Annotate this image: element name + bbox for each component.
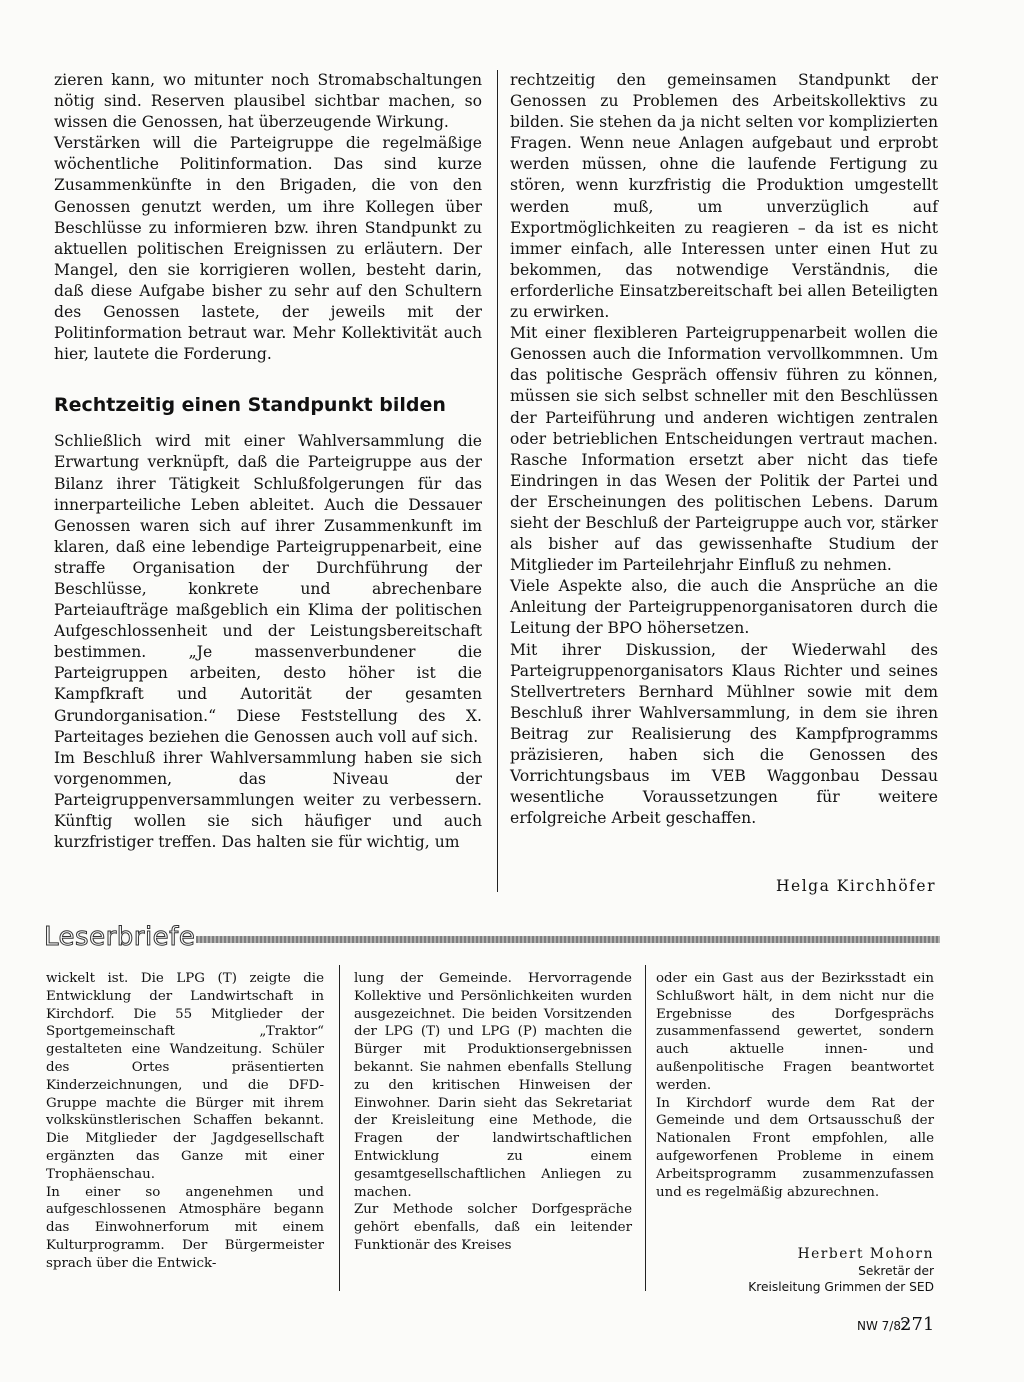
letter-paragraph: lung der Gemeinde. Hervorragende Kollektive und Persönlichkeiten wurden ausgezeichnet. Die beiden Vorsitzenden der LPG (T) und LPG (P) machten die Bürger mit Produktionsergebnissen bekannt. Sie nahmen ebenfalls Stellung zu den kritischen Hinweisen der Einwohner. Darin sieht das Sekretariat der Kreisleitung eine Methode, die Fragen der landwirtschaftlichen Entwicklung zu einem gesamtgesellschaftlichen Anliegen zu machen. [354, 971, 632, 1200]
article-paragraph: Viele Aspekte also, die auch die Ansprüche an die Anleitung der Parteigruppenorganisatoren durch die Leitung der BPO höhersetzen. [510, 577, 938, 638]
article-paragraph: Schließlich wird mit einer Wahlversammlung die Erwartung verknüpft, daß die Parteigruppe aus der Bilanz ihrer Tätigkeit Schlußfolgerungen für das innerparteiliche Leben ableitet. Auch die Dessauer Genossen waren sich auf ihrer Zusammenkunft im klaren, daß eine lebendige Parteigruppenarbeit, eine straffe Organisation der Durchführung der Beschlüsse, konkrete und abrechenbare Parteiaufträge maßgeblich ein Klima der politischen Aufgeschlossenheit und der Leistungsbereitschaft bestimmen. „Je massenverbundener die Parteigruppen arbeiten, desto höher ist die Kampfkraft und Autorität der gesamten Grundorganisation.“ Diese Feststellung des X. Parteitages beziehen die Genossen auch voll auf sich. [54, 432, 482, 746]
letter-paragraph: In einer so angenehmen und aufgeschlossenen Atmosphäre begann das Einwohnerforum mit einem Kulturprogramm. Der Bürgermeister sprach über die Entwick- [46, 1184, 324, 1271]
letter-paragraph: Zur Methode solcher Dorfgespräche gehört ebenfalls, daß ein leitender Funktionär des Kreises [354, 1202, 632, 1253]
article-author: Helga Kirchhöfer [776, 877, 936, 895]
article-paragraph: Mit ihrer Diskussion, der Wiederwahl des Parteigruppenorganisators Klaus Richter und seines Stellvertreters Bernhard Mühlner sowie mit dem Beschluß ihrer Wahlversammlung, in dem sie ihren Beitrag zur Realisierung des Kampfprogramms präzisieren, haben sich die Genossen des Vorrichtungsbaus im VEB Waggonbau Dessau wesentliche Voraussetzungen für weitere erfolgreiche Arbeit geschaffen. [510, 640, 938, 828]
letter-author-role: Kreisleitung Grimmen der SED [748, 1280, 934, 1294]
article-paragraph: Verstärken will die Parteigruppe die regelmäßige wöchentliche Politinformation. Das sind kurze Zusammenkünfte in den Brigaden, die von den Genossen genutzt werden, um ihre Kollegen über Beschlüsse zu informieren bzw. ihren Standpunkt zu aktuellen politischen Ereignissen zu erläutern. Der Mangel, den sie korrigieren wollen, besteht darin, daß diese Aufgabe bisher zu sehr auf den Schultern des Genossen lastete, der jeweils mit der Politinformation betraut war. Mehr Kollektivität auch hier, lautete die Forderung. [54, 134, 482, 364]
section-rule [196, 936, 940, 943]
article-left-column [54, 70, 482, 853]
letters-column-3 [656, 970, 934, 1201]
letter-author-block [656, 1245, 934, 1295]
article-subheading: Rechtzeitig einen Standpunkt bilden [54, 394, 446, 417]
column-divider [645, 965, 646, 1291]
letter-paragraph: oder ein Gast aus der Bezirksstadt ein Schlußwort hält, in dem nicht nur die Ergebnisse des Dorfgesprächs zusammenfassend gewertet, sondern auch aktuelle innen- und außenpolitische Fragen beantwortet werden. [656, 971, 934, 1093]
article-paragraph: rechtzeitig den gemeinsamen Standpunkt der Genossen zu Problemen des Arbeitskollektivs zu bilden. Sie stehen da ja nicht selten vor komplizierten Fragen. Wenn neue Anlagen aufgebaut und erprobt werden müssen, ohne die laufende Fertigung zu stören, wenn kurzfristig die Produktion umgestellt werden muß, um unverzüglich auf Exportmöglichkeiten zu reagieren – da ist es nicht immer einfach, alle Interessen unter einen Hut zu bekommen, das notwendige Verständnis, die erforderliche Einsatzbereitschaft bei allen Beteiligten zu erwirken. [510, 71, 938, 322]
letter-author-name: Herbert Mohorn [797, 1246, 934, 1262]
page-number: 271 [900, 1314, 935, 1335]
section-title: Leserbriefe [44, 922, 196, 952]
letter-paragraph: In Kirchdorf wurde dem Rat der Gemeinde und dem Ortsausschuß der Nationalen Front empfohlen, alle aufgeworfenen Probleme in einem Arbeitsprogramm zusammenzufassen und es regelmäßig abzurechnen. [656, 1095, 934, 1200]
letter-paragraph: wickelt ist. Die LPG (T) zeigte die Entwicklung der Landwirtschaft in Kirchdorf. Die 55 Mitglieder der Sportgemeinschaft „Traktor“ gestalteten eine Wandzeitung. Schüler des Ortes präsentierten Kinderzeichnungen, und die DFD-Gruppe machte die Bürger mit ihrem volkskünstlerischen Schaffen bekannt. Die Mitglieder der Jagdgesellschaft ergänzten das Ganze mit einer Trophäenschau. [46, 971, 324, 1182]
article-paragraph: Mit einer flexibleren Parteigruppenarbeit wollen die Genossen auch die Information vervollkommnen. Um das politische Gespräch offensiv führen zu können, müssen sie sich selbst schneller mit den Beschlüssen der Parteiführung und anderen wichtigen zentralen oder betrieblichen Entscheidungen vertraut machen. Rasche Information ersetzt aber nicht das tiefe Eindringen in das Wesen der Politik der Partei und der Erscheinungen des politischen Lebens. Darum sieht der Beschluß der Parteigruppe auch vor, stärker als bisher auf das gewissenhafte Studium der Mitglieder im Parteilehrjahr Einfluß zu nehmen. [510, 324, 938, 575]
article-paragraph: Im Beschluß ihrer Wahlversammlung haben sie sich vorgenommen, das Niveau der Parteigruppenversammlungen weiter zu verbessern. Künftig wollen sie sich häufiger und auch kurzfristiger treffen. Das halten sie für wichtig, um [54, 748, 482, 852]
article-paragraph: zieren kann, wo mitunter noch Stromabschaltungen nötig sind. Reserven plausibel sichtbar machen, so wissen die Genossen, hat überzeugende Wirkung. [54, 71, 482, 132]
letters-column-2 [354, 970, 632, 1255]
letter-author-role: Sekretär der [858, 1264, 934, 1278]
letters-column-1 [46, 970, 324, 1273]
column-divider [339, 965, 340, 1291]
column-divider [497, 70, 498, 892]
article-right-column [510, 70, 938, 829]
issue-label: NW 7/82 [857, 1319, 909, 1333]
